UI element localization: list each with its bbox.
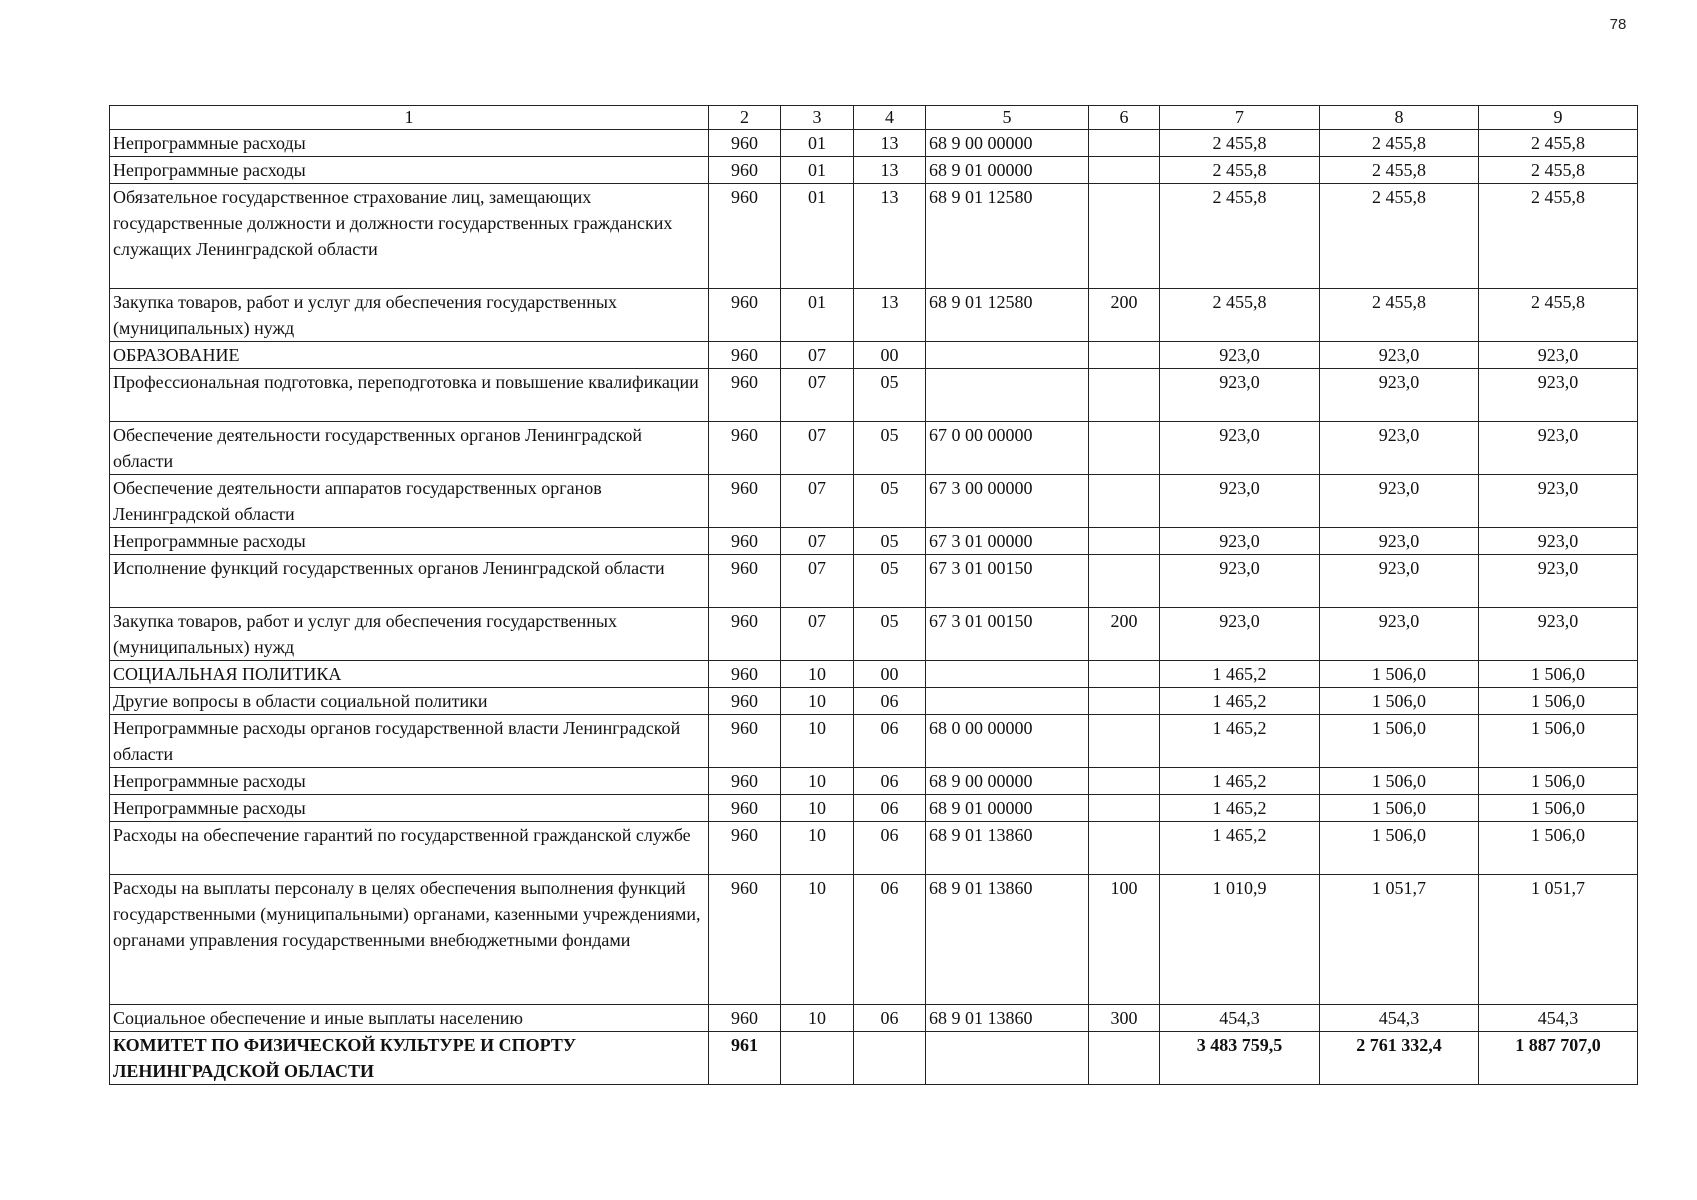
amount-year3-cell: 2 455,8 (1479, 184, 1638, 289)
amount-year2-cell: 1 506,0 (1320, 661, 1479, 688)
amount-year1-cell: 2 455,8 (1160, 157, 1320, 184)
section-code-cell: 07 (781, 555, 854, 608)
target-article-cell: 68 9 00 00000 (926, 130, 1089, 157)
amount-year3-cell: 2 455,8 (1479, 289, 1638, 342)
gr-code-cell: 960 (709, 1005, 781, 1032)
table-row (110, 661, 1638, 688)
header-cell: 9 (1479, 106, 1638, 130)
amount-year1-cell: 923,0 (1160, 608, 1320, 661)
row-name-cell: Расходы на выплаты персоналу в целях обеспечения выполнения функций государственными (муниципальными) органами, казенными учреждениями, органами управления государственными внебюджетными фондами (110, 875, 709, 1005)
section-code-cell: 07 (781, 342, 854, 369)
subsection-code-cell: 06 (854, 688, 926, 715)
row-name-cell: Закупка товаров, работ и услуг для обеспечения государственных (муниципальных) нужд (110, 608, 709, 661)
table-row (110, 875, 1638, 1005)
table-row (110, 157, 1638, 184)
target-article-cell: 68 9 01 00000 (926, 795, 1089, 822)
amount-year2-cell: 1 506,0 (1320, 822, 1479, 875)
target-article-cell: 68 0 00 00000 (926, 715, 1089, 768)
section-code-cell: 10 (781, 715, 854, 768)
row-name-cell: Исполнение функций государственных органов Ленинградской области (110, 555, 709, 608)
table-row (110, 822, 1638, 875)
gr-code-cell: 960 (709, 528, 781, 555)
section-code-cell: 01 (781, 289, 854, 342)
expense-type-cell (1089, 715, 1160, 768)
amount-year2-cell: 2 455,8 (1320, 184, 1479, 289)
section-code-cell: 07 (781, 422, 854, 475)
gr-code-cell: 960 (709, 768, 781, 795)
header-cell: 2 (709, 106, 781, 130)
table-row (110, 795, 1638, 822)
amount-year1-cell: 923,0 (1160, 475, 1320, 528)
subsection-code-cell: 05 (854, 369, 926, 422)
table-row (110, 1005, 1638, 1032)
amount-year2-cell: 923,0 (1320, 475, 1479, 528)
subsection-code-cell: 13 (854, 130, 926, 157)
gr-code-cell: 960 (709, 422, 781, 475)
amount-year3-cell: 923,0 (1479, 422, 1638, 475)
header-cell: 8 (1320, 106, 1479, 130)
subsection-code-cell: 06 (854, 795, 926, 822)
amount-year1-cell: 1 465,2 (1160, 661, 1320, 688)
section-code-cell: 10 (781, 688, 854, 715)
gr-code-cell: 960 (709, 661, 781, 688)
amount-year2-cell: 2 455,8 (1320, 289, 1479, 342)
row-name-cell: Социальное обеспечение и иные выплаты населению (110, 1005, 709, 1032)
table-row (110, 555, 1638, 608)
amount-year1-cell: 1 465,2 (1160, 822, 1320, 875)
expense-type-cell (1089, 661, 1160, 688)
amount-year1-cell: 923,0 (1160, 528, 1320, 555)
expense-type-cell: 300 (1089, 1005, 1160, 1032)
table-row (110, 289, 1638, 342)
table-row (110, 184, 1638, 289)
amount-year1-cell: 1 465,2 (1160, 715, 1320, 768)
table-row (110, 342, 1638, 369)
gr-code-cell: 960 (709, 688, 781, 715)
row-name-cell: Обеспечение деятельности аппаратов государственных органов Ленинградской области (110, 475, 709, 528)
section-code-cell: 10 (781, 875, 854, 1005)
row-name-cell: Закупка товаров, работ и услуг для обеспечения государственных (муниципальных) нужд (110, 289, 709, 342)
section-code-cell (781, 1032, 854, 1085)
gr-code-cell: 960 (709, 369, 781, 422)
row-name-cell: Непрограммные расходы (110, 795, 709, 822)
table-row (110, 688, 1638, 715)
subsection-code-cell: 13 (854, 184, 926, 289)
subsection-code-cell: 00 (854, 661, 926, 688)
subsection-code-cell: 13 (854, 289, 926, 342)
target-article-cell: 67 3 00 00000 (926, 475, 1089, 528)
row-name-cell: Непрограммные расходы (110, 768, 709, 795)
header-cell: 5 (926, 106, 1089, 130)
row-name-cell: ОБРАЗОВАНИЕ (110, 342, 709, 369)
amount-year1-cell: 3 483 759,5 (1160, 1032, 1320, 1085)
row-name-cell: Профессиональная подготовка, переподготовка и повышение квалификации (110, 369, 709, 422)
amount-year2-cell: 1 506,0 (1320, 795, 1479, 822)
section-code-cell: 07 (781, 608, 854, 661)
gr-code-cell: 960 (709, 875, 781, 1005)
gr-code-cell: 960 (709, 157, 781, 184)
amount-year3-cell: 923,0 (1479, 528, 1638, 555)
target-article-cell: 68 9 01 13860 (926, 875, 1089, 1005)
amount-year1-cell: 1 465,2 (1160, 768, 1320, 795)
gr-code-cell: 960 (709, 130, 781, 157)
expense-type-cell (1089, 555, 1160, 608)
target-article-cell: 68 9 01 13860 (926, 822, 1089, 875)
table-row (110, 130, 1638, 157)
target-article-cell: 68 9 01 13860 (926, 1005, 1089, 1032)
amount-year3-cell: 923,0 (1479, 608, 1638, 661)
expense-type-cell (1089, 822, 1160, 875)
row-name-cell: Расходы на обеспечение гарантий по государственной гражданской службе (110, 822, 709, 875)
amount-year3-cell: 923,0 (1479, 475, 1638, 528)
target-article-cell: 67 0 00 00000 (926, 422, 1089, 475)
expense-type-cell (1089, 369, 1160, 422)
expense-type-cell (1089, 184, 1160, 289)
target-article-cell: 67 3 01 00150 (926, 555, 1089, 608)
expense-type-cell (1089, 342, 1160, 369)
expense-type-cell: 200 (1089, 608, 1160, 661)
row-name-cell: Обеспечение деятельности государственных органов Ленинградской области (110, 422, 709, 475)
gr-code-cell: 960 (709, 822, 781, 875)
gr-code-cell: 960 (709, 555, 781, 608)
row-name-cell: Непрограммные расходы (110, 130, 709, 157)
amount-year3-cell: 1 506,0 (1479, 822, 1638, 875)
amount-year3-cell: 1 506,0 (1479, 795, 1638, 822)
header-cell: 1 (110, 106, 709, 130)
amount-year2-cell: 923,0 (1320, 422, 1479, 475)
amount-year3-cell: 1 506,0 (1479, 688, 1638, 715)
amount-year3-cell: 454,3 (1479, 1005, 1638, 1032)
expense-type-cell (1089, 688, 1160, 715)
expense-type-cell: 200 (1089, 289, 1160, 342)
table-body (110, 106, 1638, 1085)
table-row (110, 768, 1638, 795)
amount-year1-cell: 1 465,2 (1160, 688, 1320, 715)
page-number: 78 (1609, 16, 1627, 33)
table-row (110, 715, 1638, 768)
expense-type-cell (1089, 528, 1160, 555)
gr-code-cell: 960 (709, 475, 781, 528)
header-cell: 4 (854, 106, 926, 130)
table-row (110, 475, 1638, 528)
row-name-cell: Непрограммные расходы органов государственной власти Ленинградской области (110, 715, 709, 768)
subsection-code-cell: 06 (854, 822, 926, 875)
amount-year2-cell: 454,3 (1320, 1005, 1479, 1032)
table-row (110, 1032, 1638, 1085)
expense-type-cell (1089, 795, 1160, 822)
subsection-code-cell: 05 (854, 528, 926, 555)
subsection-code-cell: 05 (854, 608, 926, 661)
row-name-cell: Непрограммные расходы (110, 157, 709, 184)
table-row (110, 608, 1638, 661)
amount-year3-cell: 1 051,7 (1479, 875, 1638, 1005)
subsection-code-cell: 05 (854, 422, 926, 475)
budget-table (109, 105, 1638, 1085)
row-name-cell: КОМИТЕТ ПО ФИЗИЧЕСКОЙ КУЛЬТУРЕ И СПОРТУ ЛЕНИНГРАДСКОЙ ОБЛАСТИ (110, 1032, 709, 1085)
subsection-code-cell: 05 (854, 555, 926, 608)
subsection-code-cell: 06 (854, 875, 926, 1005)
target-article-cell (926, 661, 1089, 688)
amount-year3-cell: 923,0 (1479, 342, 1638, 369)
subsection-code-cell: 00 (854, 342, 926, 369)
expense-type-cell (1089, 768, 1160, 795)
section-code-cell: 01 (781, 157, 854, 184)
target-article-cell: 68 9 01 12580 (926, 184, 1089, 289)
expense-type-cell (1089, 157, 1160, 184)
section-code-cell: 10 (781, 1005, 854, 1032)
amount-year2-cell: 1 506,0 (1320, 715, 1479, 768)
amount-year2-cell: 923,0 (1320, 555, 1479, 608)
header-cell: 3 (781, 106, 854, 130)
expense-type-cell: 100 (1089, 875, 1160, 1005)
row-name-cell: Другие вопросы в области социальной политики (110, 688, 709, 715)
subsection-code-cell (854, 1032, 926, 1085)
gr-code-cell: 960 (709, 184, 781, 289)
gr-code-cell: 960 (709, 289, 781, 342)
amount-year2-cell: 1 506,0 (1320, 768, 1479, 795)
gr-code-cell: 960 (709, 608, 781, 661)
header-row (110, 106, 1638, 130)
gr-code-cell: 961 (709, 1032, 781, 1085)
table-row (110, 369, 1638, 422)
target-article-cell: 67 3 01 00000 (926, 528, 1089, 555)
amount-year3-cell: 2 455,8 (1479, 130, 1638, 157)
expense-type-cell (1089, 475, 1160, 528)
section-code-cell: 07 (781, 475, 854, 528)
target-article-cell: 67 3 01 00150 (926, 608, 1089, 661)
target-article-cell (926, 342, 1089, 369)
target-article-cell: 68 9 01 00000 (926, 157, 1089, 184)
amount-year3-cell: 1 506,0 (1479, 715, 1638, 768)
section-code-cell: 01 (781, 184, 854, 289)
expense-type-cell (1089, 422, 1160, 475)
amount-year3-cell: 1 887 707,0 (1479, 1032, 1638, 1085)
target-article-cell: 68 9 01 12580 (926, 289, 1089, 342)
subsection-code-cell: 06 (854, 715, 926, 768)
row-name-cell: СОЦИАЛЬНАЯ ПОЛИТИКА (110, 661, 709, 688)
amount-year1-cell: 923,0 (1160, 342, 1320, 369)
amount-year2-cell: 2 761 332,4 (1320, 1032, 1479, 1085)
target-article-cell (926, 688, 1089, 715)
section-code-cell: 10 (781, 795, 854, 822)
amount-year1-cell: 1 010,9 (1160, 875, 1320, 1005)
expense-type-cell (1089, 1032, 1160, 1085)
expense-type-cell (1089, 130, 1160, 157)
amount-year2-cell: 923,0 (1320, 608, 1479, 661)
amount-year2-cell: 923,0 (1320, 369, 1479, 422)
amount-year3-cell: 1 506,0 (1479, 661, 1638, 688)
section-code-cell: 10 (781, 768, 854, 795)
gr-code-cell: 960 (709, 795, 781, 822)
amount-year2-cell: 1 051,7 (1320, 875, 1479, 1005)
subsection-code-cell: 06 (854, 768, 926, 795)
amount-year1-cell: 2 455,8 (1160, 289, 1320, 342)
amount-year1-cell: 2 455,8 (1160, 184, 1320, 289)
subsection-code-cell: 06 (854, 1005, 926, 1032)
amount-year1-cell: 923,0 (1160, 369, 1320, 422)
amount-year1-cell: 923,0 (1160, 555, 1320, 608)
amount-year1-cell: 923,0 (1160, 422, 1320, 475)
row-name-cell: Непрограммные расходы (110, 528, 709, 555)
amount-year2-cell: 923,0 (1320, 342, 1479, 369)
table-row (110, 422, 1638, 475)
amount-year2-cell: 2 455,8 (1320, 130, 1479, 157)
subsection-code-cell: 05 (854, 475, 926, 528)
amount-year2-cell: 923,0 (1320, 528, 1479, 555)
section-code-cell: 07 (781, 369, 854, 422)
amount-year3-cell: 1 506,0 (1479, 768, 1638, 795)
section-code-cell: 10 (781, 822, 854, 875)
section-code-cell: 07 (781, 528, 854, 555)
amount-year1-cell: 1 465,2 (1160, 795, 1320, 822)
gr-code-cell: 960 (709, 342, 781, 369)
amount-year3-cell: 2 455,8 (1479, 157, 1638, 184)
header-cell: 7 (1160, 106, 1320, 130)
amount-year3-cell: 923,0 (1479, 555, 1638, 608)
target-article-cell: 68 9 00 00000 (926, 768, 1089, 795)
target-article-cell (926, 1032, 1089, 1085)
amount-year3-cell: 923,0 (1479, 369, 1638, 422)
amount-year2-cell: 2 455,8 (1320, 157, 1479, 184)
amount-year2-cell: 1 506,0 (1320, 688, 1479, 715)
table-row (110, 528, 1638, 555)
section-code-cell: 10 (781, 661, 854, 688)
row-name-cell: Обязательное государственное страхование лиц, замещающих государственные должности и должности государственных гражданских служащих Ленинградской области (110, 184, 709, 289)
target-article-cell (926, 369, 1089, 422)
subsection-code-cell: 13 (854, 157, 926, 184)
header-cell: 6 (1089, 106, 1160, 130)
amount-year1-cell: 454,3 (1160, 1005, 1320, 1032)
gr-code-cell: 960 (709, 715, 781, 768)
section-code-cell: 01 (781, 130, 854, 157)
amount-year1-cell: 2 455,8 (1160, 130, 1320, 157)
